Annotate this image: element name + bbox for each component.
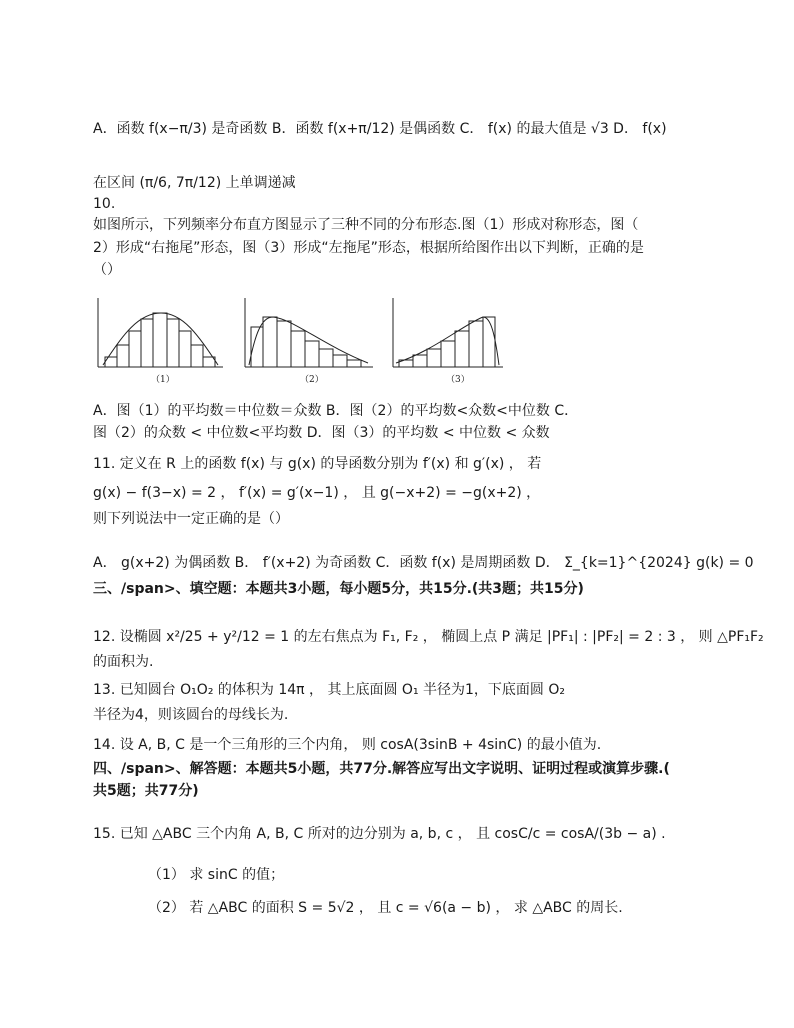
q10-stem-line2: 2）形成“右拖尾”形态，图（3）形成“左拖尾”形态，根据所给图作出以下判断，正确的是: [93, 240, 644, 256]
section3-heading: 三、/span>、填空题：本题共3小题，每小题5分，共15分.(共3题；共15分): [93, 581, 584, 597]
histogram-2-label: （2）: [300, 375, 324, 385]
q11-stem-line3: 则下列说法中一定正确的是（）: [93, 511, 289, 527]
q11-options: A． g(x+2) 为偶函数 B． f′(x+2) 为奇函数 C．函数 f(x) 是周期函数 D． Σ_{k=1}^{2024} g(k) = 0: [93, 555, 754, 571]
histogram-2: [245, 298, 373, 367]
q10-options-line2: 图（2）的众数 < 中位数<平均数 D．图（3）的平均数 < 中位数 < 众数: [93, 425, 550, 441]
q13-line2: 半径为4，则该圆台的母线长为.: [93, 707, 289, 723]
q12-line1: 12. 设椭圆 x²/25 + y²/12 = 1 的左右焦点为 F₁, F₂ ， 椭圆上点 P 满足 |PF₁| : |PF₂| = 2 : 3 ， 则 △PF₁F₂: [93, 629, 764, 645]
histogram-3-label: （3）: [446, 375, 470, 385]
q15-sub2: （2） 若 △ABC 的面积 S = 5√2 ， 且 c = √6(a − b) ， 求 △ABC 的周长.: [148, 900, 623, 916]
q15-stem: 15. 已知 △ABC 三个内角 A, B, C 所对的边分别为 a, b, c ， 且 cosC/c = cosA/(3b − a) .: [93, 826, 666, 842]
q11-stem-line2: g(x) − f(3−x) = 2 ， f′(x) = g′(x−1) ， 且 g(−x+2) = −g(x+2) ，: [93, 485, 541, 501]
q12-line2: 的面积为.: [93, 654, 154, 670]
histogram-1-label: （1）: [151, 375, 175, 385]
histogram-figures: [93, 295, 503, 370]
q11-stem-line1: 11. 定义在 R 上的函数 f(x) 与 g(x) 的导函数分别为 f′(x) 和 g′(x) ， 若: [93, 456, 542, 472]
q10-number: 10.: [93, 196, 116, 212]
q10-stem-line1: 如图所示，下列频率分布直方图显示了三种不同的分布形态.图（1）形成对称形态，图（: [93, 217, 639, 233]
section4-heading-line2: 共5题；共77分): [93, 783, 199, 799]
q13-line1: 13. 已知圆台 O₁O₂ 的体积为 14π ， 其上底面圆 O₁ 半径为1，下底面圆 O₂: [93, 682, 565, 698]
q10-options-line1: A．图（1）的平均数＝中位数＝众数 B．图（2）的平均数<众数<中位数 C．: [93, 403, 579, 419]
histogram-3: [393, 298, 503, 367]
q15-sub1: （1） 求 sinC 的值；: [148, 867, 285, 883]
q9-options-line1: A．函数 f(x−π/3) 是奇函数 B．函数 f(x+π/12) 是偶函数 C． f(x) 的最大值是 √3 D． f(x): [93, 121, 667, 137]
q10-stem-line3: （）: [93, 262, 121, 278]
histogram-1: [98, 298, 223, 367]
q14: 14. 设 A, B, C 是一个三角形的三个内角， 则 cosA(3sinB + 4sinC) 的最小值为.: [93, 737, 602, 753]
section4-heading-line1: 四、/span>、解答题：本题共5小题，共77分.解答应写出文字说明、证明过程或演算步骤.(: [93, 761, 670, 777]
q9-options-line2: 在区间 (π/6, 7π/12) 上单调递减: [93, 175, 296, 191]
